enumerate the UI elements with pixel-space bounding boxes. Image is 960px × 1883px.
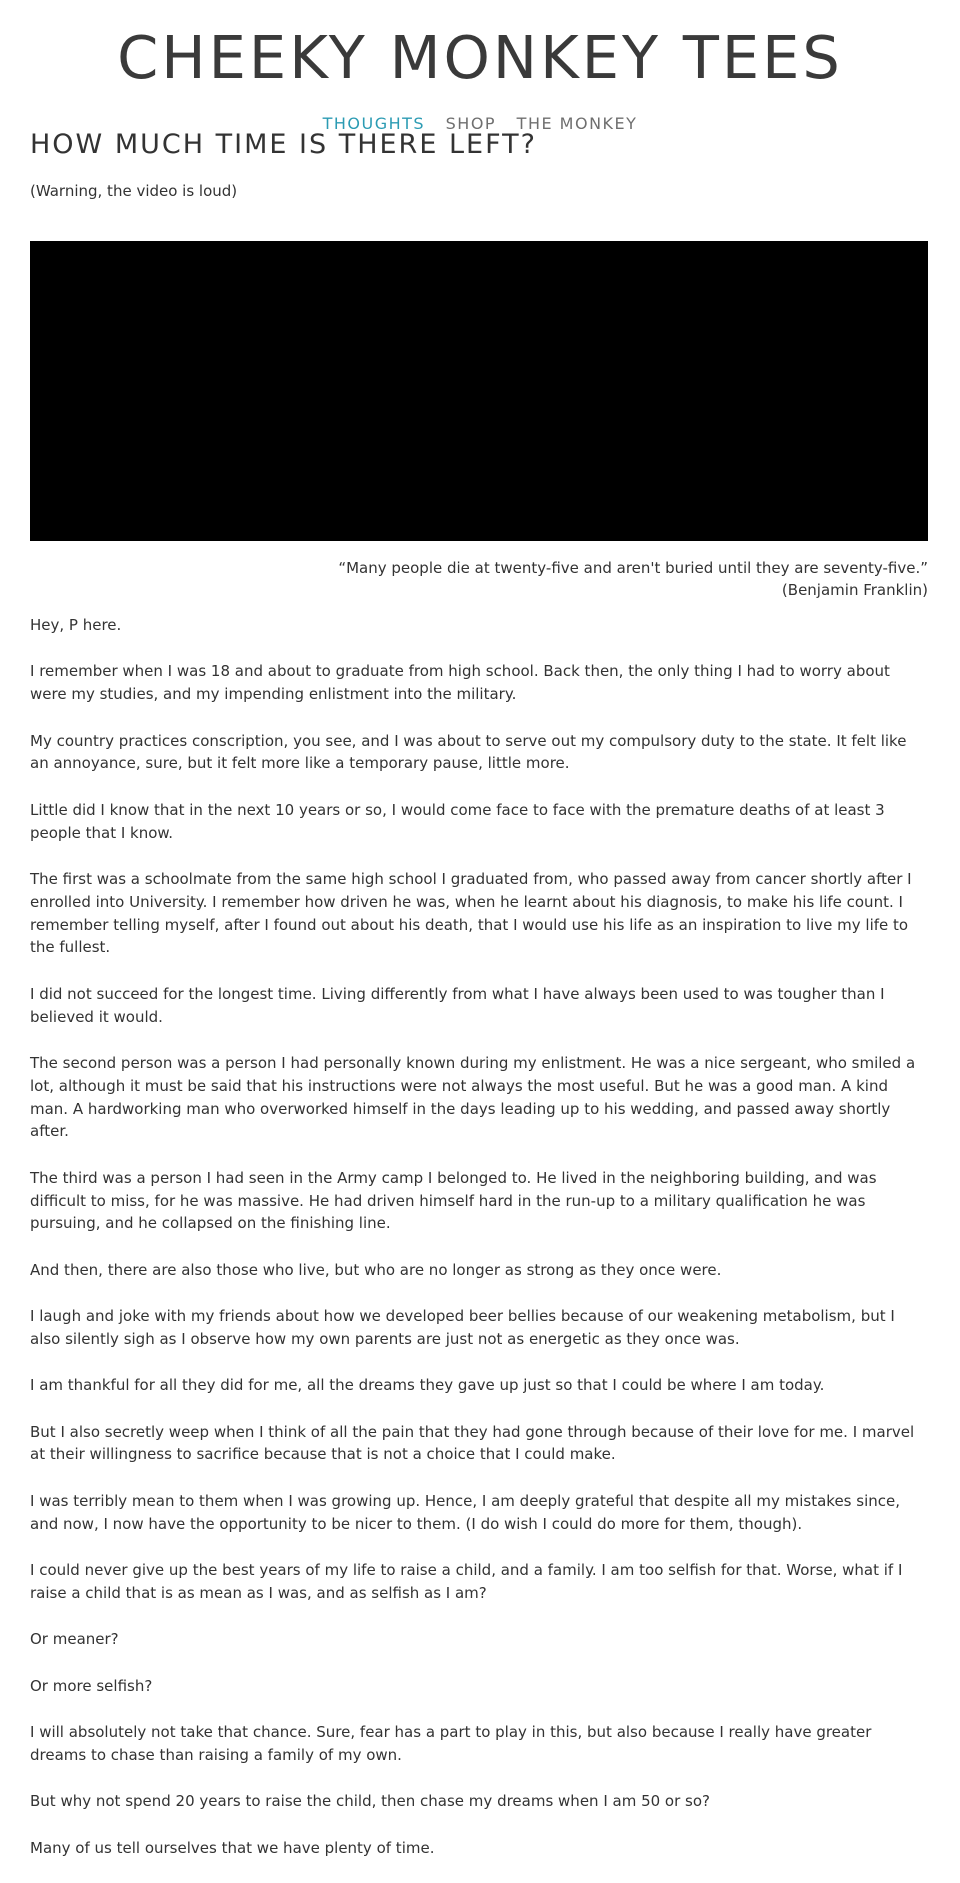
nav-item-the-monkey[interactable]: THE MONKEY: [516, 114, 638, 133]
paragraph: The first was a schoolmate from the same high school I graduated from, who passed away from cancer shortly after I enrolled into University. I remember how driven he was, when he learnt about his diagnosis, to make his life count. I remember telling myself, after I found out about his death, that I would use his life as an inspiration to live my life to the fullest.: [30, 869, 912, 957]
quote-text: “Many people die at twenty-five and aren't buried until they are seventy-five.”: [338, 559, 928, 577]
paragraph: The third was a person I had seen in the Army camp I belonged to. He lived in the neighboring building, and was difficult to miss, for he was massive. He had driven himself hard in the run-up to a military qualification he was pursuing, and he collapsed on the finishing line.: [30, 1168, 877, 1233]
site-header: [0, 0, 960, 134]
post-content: [30, 128, 928, 1883]
paragraph: Hey, P here.: [30, 616, 122, 634]
quote-author: (Benjamin Franklin): [781, 581, 928, 599]
paragraph: Or more selfish?: [30, 1676, 153, 1695]
paragraph: I was terribly mean to them when I was growing up. Hence, I am deeply grateful that despite all my mistakes since, and now, I now have the opportunity to be nicer to them. (I do wish I could do more for them, though).: [30, 1491, 900, 1533]
post-body: [30, 614, 928, 1859]
video-player[interactable]: [30, 241, 928, 541]
paragraph: Many of us tell ourselves that we have plenty of time.: [30, 1838, 435, 1857]
paragraph: I will absolutely not take that chance. Sure, fear has a part to play in this, but also because I really have greater dreams to chase than raising a family of my own.: [30, 1723, 872, 1764]
paragraph: I am thankful for all they did for me, all the dreams they gave up just so that I could be where I am today.: [30, 1376, 825, 1395]
nav-item-shop[interactable]: SHOP: [445, 114, 497, 133]
video-warning: (Warning, the video is loud): [30, 182, 238, 200]
paragraph: My country practices conscription, you see, and I was about to serve out my compulsory duty to the state. It felt like an annoyance, sure, but it felt more like a temporary pause, little more.: [30, 731, 907, 773]
site-title[interactable]: CHEEKY MONKEY TEES: [117, 23, 843, 92]
paragraph: I laugh and joke with my friends about how we developed beer bellies because of our weakening metabolism, but I also silently sigh as I observe how my own parents are just not as energetic as they once was.: [30, 1307, 895, 1348]
paragraph: But I also secretly weep when I think of all the pain that they had gone through because of their love for me. I marvel at their willingness to sacrifice because that is not a choice that I could make.: [30, 1422, 915, 1464]
paragraph: I could never give up the best years of my life to raise a child, and a family. I am too selfish for that. Worse, what if I raise a child that is as mean as I was, and as selfish as I am?: [30, 1561, 903, 1602]
paragraph: Or meaner?: [30, 1630, 119, 1649]
paragraph: Little did I know that in the next 10 years or so, I would come face to face with the premature deaths of at least 3 people that I know.: [30, 800, 885, 842]
paragraph: The second person was a person I had personally known during my enlistment. He was a nice sergeant, who smiled a lot, although it must be said that his instructions were not always the most useful. But he was a good man. A kind man. A hardworking man who overworked himself in the days leading up to his wedding, and passed away shortly after.: [30, 1053, 916, 1141]
paragraph: I did not succeed for the longest time. Living differently from what I have always been used to was tougher than I believed it would.: [30, 984, 885, 1026]
paragraph: I remember when I was 18 and about to graduate from high school. Back then, the only thing I had to worry about were my studies, and my impending enlistment into the military.: [30, 662, 890, 704]
paragraph: But why not spend 20 years to raise the child, then chase my dreams when I am 50 or so?: [30, 1792, 711, 1811]
quote-block: [30, 557, 928, 601]
paragraph: And then, there are also those who live, but who are no longer as strong as they once were.: [30, 1260, 722, 1279]
post-title: HOW MUCH TIME IS THERE LEFT?: [30, 129, 537, 160]
nav-item-thoughts[interactable]: THOUGHTS: [322, 114, 426, 133]
